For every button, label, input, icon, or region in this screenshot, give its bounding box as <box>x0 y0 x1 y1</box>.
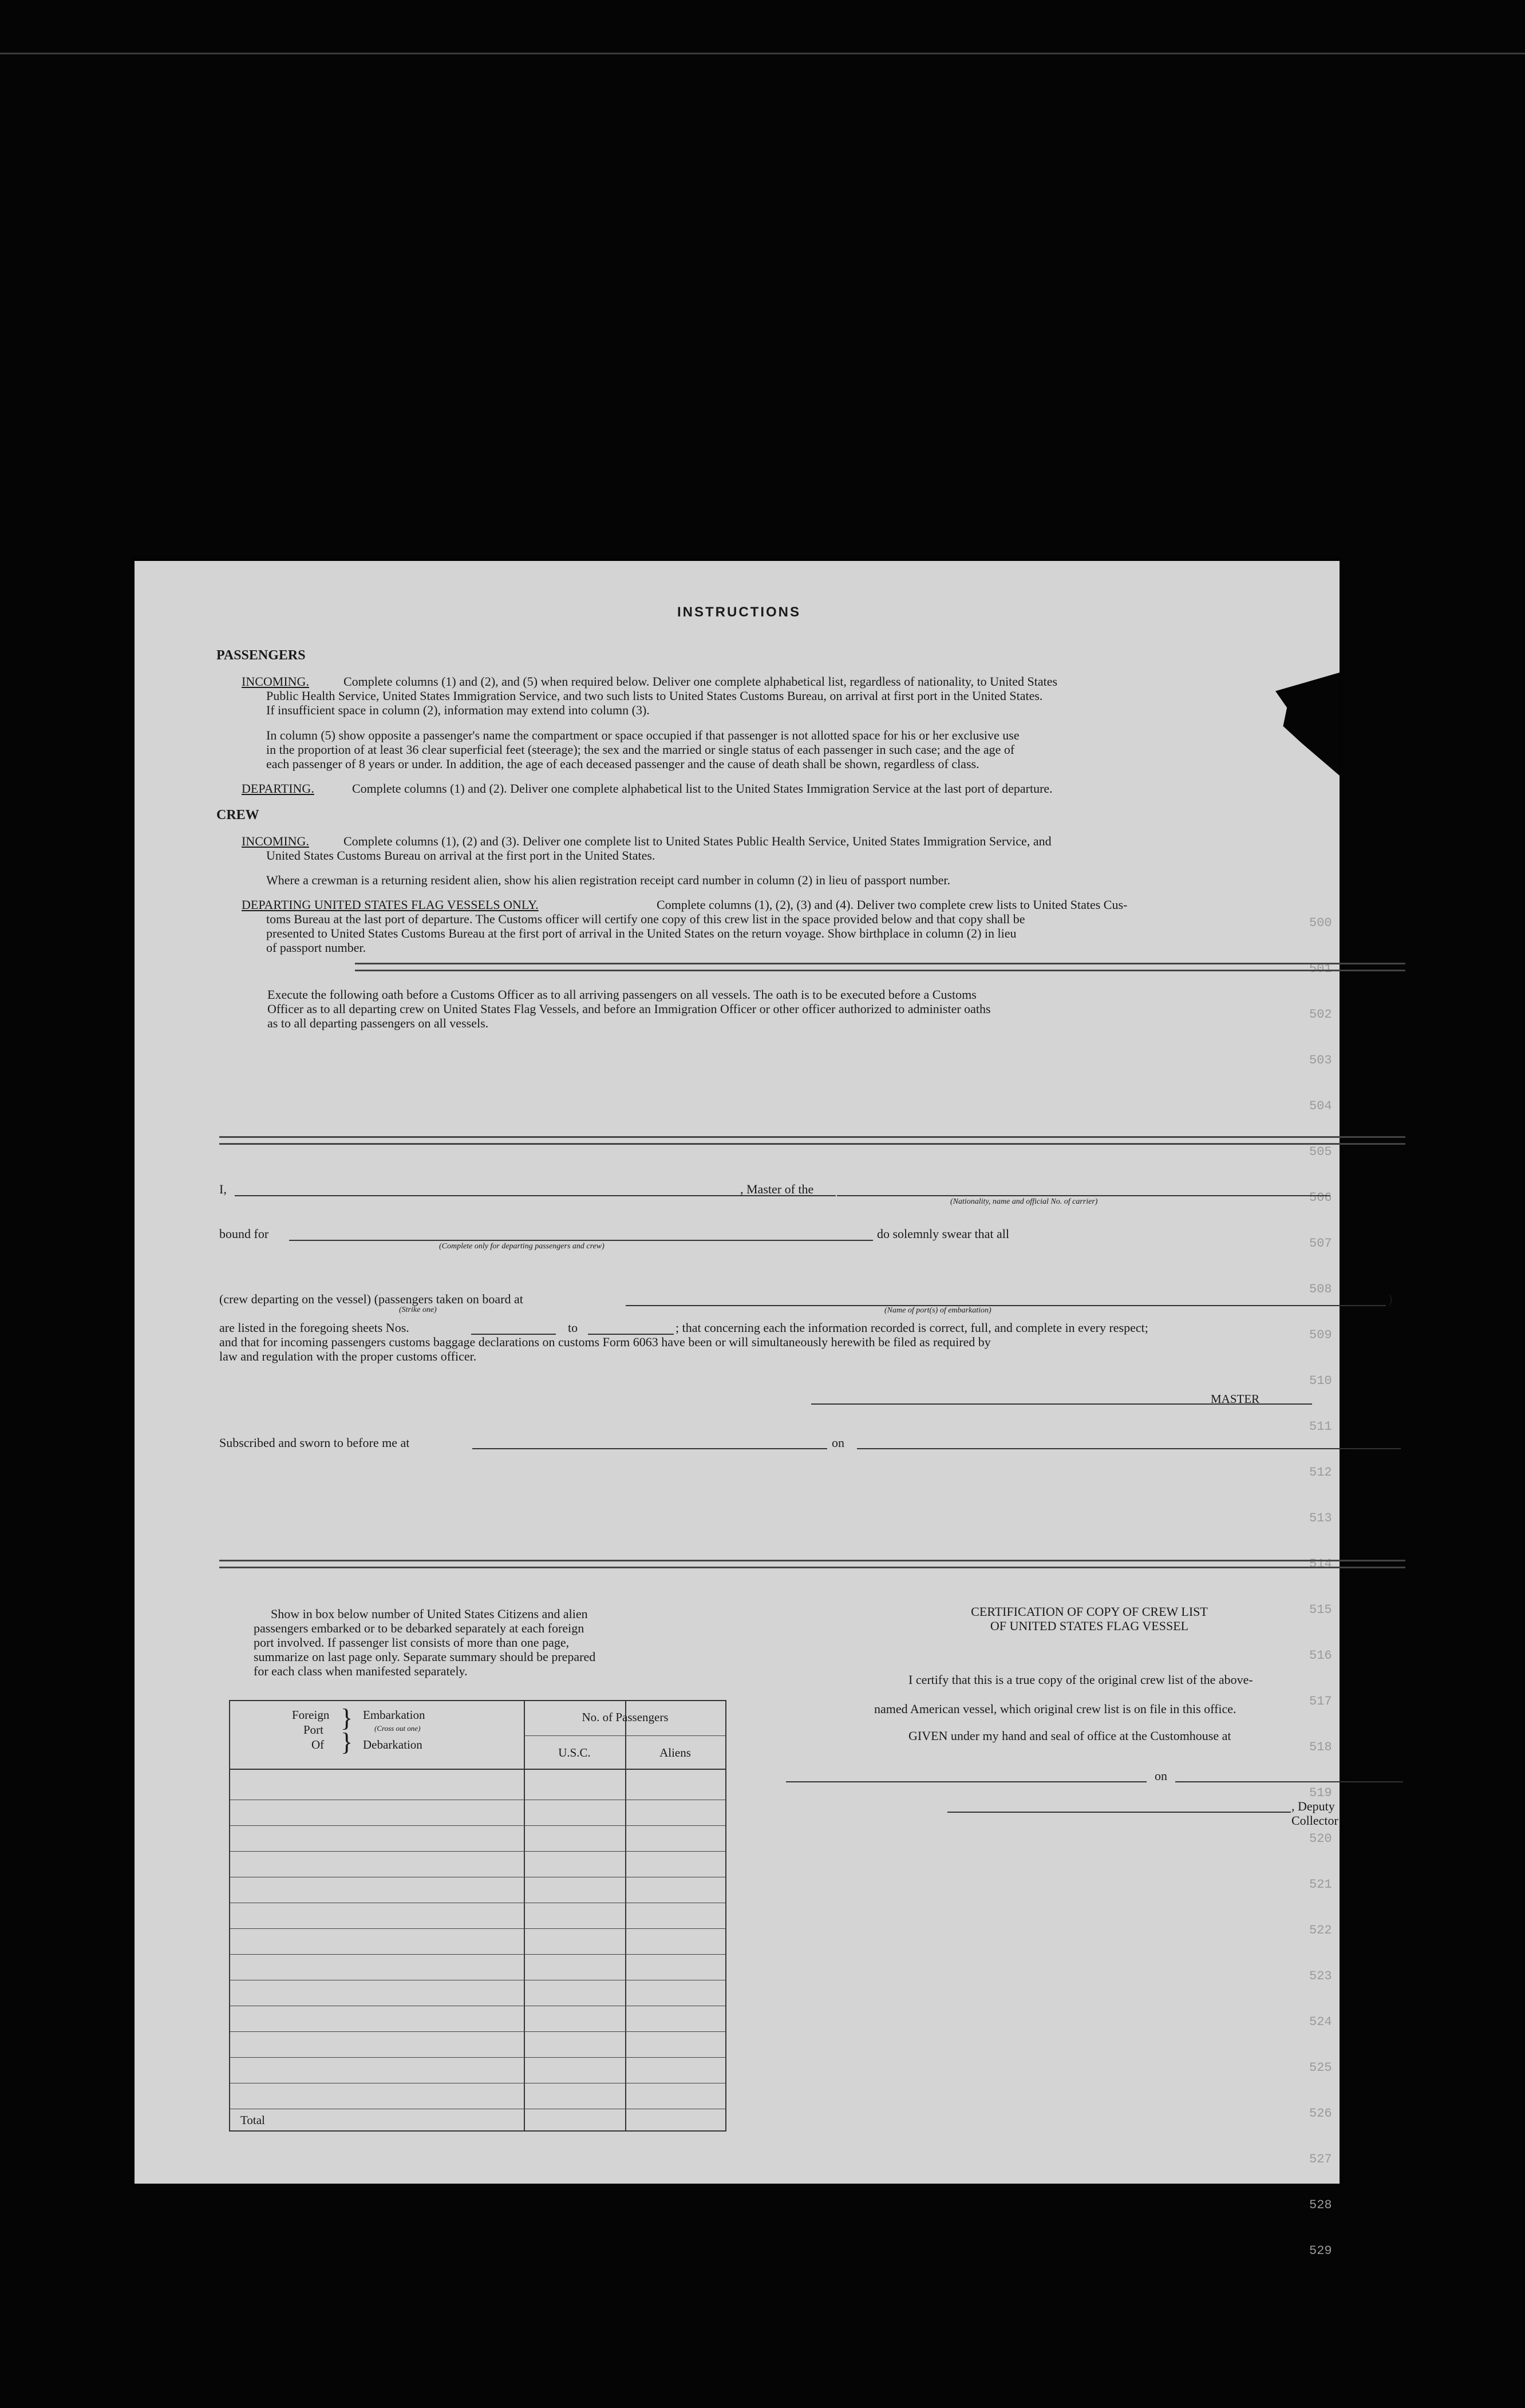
close-paren: ) <box>1388 1292 1393 1306</box>
crew-incoming-label: INCOMING. <box>242 834 309 848</box>
resident-alien-text: Where a crewman is a returning resident alien, show his alien registration receipt card number in column (2) in lieu of passport number. <box>266 873 950 887</box>
bleed-through-number: 501 <box>1309 962 1332 976</box>
bleed-through-number: 504 <box>1309 1099 1332 1113</box>
aliens-header: Aliens <box>659 1746 691 1759</box>
table-row[interactable] <box>230 1851 725 1852</box>
column5-text: In column (5) show opposite a passenger's name the compartment or space occupied if that passenger is not allotted space for his or her exclusive use <box>266 728 1020 742</box>
deputy-collector-field[interactable] <box>947 1812 1291 1813</box>
oath-instructions-text: as to all departing passengers on all vessels. <box>267 1016 489 1030</box>
crew-departing-text: Complete columns (1), (2), (3) and (4). Deliver two complete crew lists to United States Cus- <box>657 897 1128 912</box>
crew-incoming-text: United States Customs Bureau on arrival at the first port in the United States. <box>266 848 655 863</box>
bleed-through-number: 500 <box>1309 916 1332 930</box>
section-divider <box>355 963 1405 971</box>
total-label: Total <box>240 2113 265 2127</box>
ports-field[interactable] <box>626 1305 1386 1306</box>
passenger-summary-table <box>229 1700 726 2132</box>
bleed-through-number: 509 <box>1309 1328 1332 1342</box>
passengers-heading: PASSENGERS <box>216 648 306 663</box>
summary-instructions: summarize on last page only. Separate summary should be prepared <box>254 1650 596 1664</box>
customhouse-field[interactable] <box>786 1781 1147 1782</box>
summary-instructions: port involved. If passenger list consists of more than one page, <box>254 1635 570 1650</box>
crew-departing-text: of passport number. <box>266 940 366 955</box>
listed-text: law and regulation with the proper customs officer. <box>219 1349 477 1363</box>
bleed-through-number: 524 <box>1309 2015 1332 2029</box>
bleed-through-number: 511 <box>1309 1420 1332 1434</box>
film-edge-line <box>0 53 1525 54</box>
oath-instructions-text: Officer as to all departing crew on United States Flag Vessels, and before an Immigration Officer or other officer authorized to administer oaths <box>267 1002 991 1016</box>
passengers-incoming-text: Public Health Service, United States Immigration Service, and two such lists to United States Customs Bureau, on arrival at first port in the United States. <box>266 689 1043 703</box>
bleed-through-number: 526 <box>1309 2106 1332 2121</box>
bleed-through-number: 508 <box>1309 1282 1332 1296</box>
certification-text: GIVEN under my hand and seal of office at the Customhouse at <box>908 1729 1231 1743</box>
ports-caption: (Name of port(s) of embarkation) <box>884 1306 991 1315</box>
brace-icon: } <box>341 1704 353 1732</box>
bleed-through-number: 527 <box>1309 2152 1332 2166</box>
debarkation-option[interactable]: Debarkation <box>363 1738 422 1751</box>
certification-date-field[interactable] <box>1175 1781 1403 1782</box>
bound-for-caption: (Complete only for departing passengers and crew) <box>439 1242 605 1251</box>
passengers-departing-text: Complete columns (1) and (2). Deliver one complete alphabetical list to the United States Immigration Service at the last port of departure. <box>352 781 1053 796</box>
carrier-field[interactable] <box>837 1195 1330 1196</box>
section-divider <box>219 1560 1405 1568</box>
foreign-label: Foreign <box>292 1708 330 1722</box>
bleed-through-number: 521 <box>1309 1877 1332 1892</box>
listed-text: and that for incoming passengers customs baggage declarations on customs Form 6063 have been or will simultaneously herewith be filed as required by <box>219 1335 991 1349</box>
bleed-through-number: 512 <box>1309 1465 1332 1480</box>
carrier-caption: (Nationality, name and official No. of carrier) <box>950 1197 1098 1206</box>
passengers-incoming-text: Complete columns (1) and (2), and (5) when required below. Deliver one complete alphabetical list, regardless of nationality, to United States <box>343 674 1058 689</box>
column5-text: each passenger of 8 years or under. In addition, the age of each deceased passenger and the cause of death shall be shown, regardless of class. <box>266 757 979 771</box>
certification-text: named American vessel, which original crew list is on file in this office. <box>874 1702 1236 1716</box>
column5-text: in the proportion of at least 36 clear superficial feet (steerage); the sex and the married or single status of each passenger in such case; and the age of <box>266 742 1015 757</box>
bleed-through-number: 506 <box>1309 1191 1332 1205</box>
bleed-through-number: 525 <box>1309 2061 1332 2075</box>
bleed-through-number: 529 <box>1309 2244 1332 2258</box>
subscribed-on-label: on <box>832 1436 844 1450</box>
oath-i-label: I, <box>219 1182 227 1196</box>
bleed-through-number: 503 <box>1309 1053 1332 1067</box>
table-header-rule <box>230 1769 725 1770</box>
listed-text: are listed in the foregoing sheets Nos. <box>219 1320 409 1335</box>
bleed-through-number: 513 <box>1309 1511 1332 1525</box>
certification-text: I certify that this is a true copy of the original crew list of the above- <box>908 1672 1253 1687</box>
bleed-through-number: 520 <box>1309 1832 1332 1846</box>
certification-title: CERTIFICATION OF COPY OF CREW LIST <box>971 1604 1208 1619</box>
summary-instructions: passengers embarked or to be debarked separately at each foreign <box>254 1621 584 1635</box>
swear-text: do solemnly swear that all <box>877 1227 1009 1241</box>
bleed-through-number: 514 <box>1309 1557 1332 1571</box>
table-divider <box>524 1701 525 2130</box>
listed-text: ; that concerning each the information recorded is correct, full, and complete in every respect; <box>675 1320 1148 1335</box>
bleed-through-number: 518 <box>1309 1740 1332 1754</box>
section-divider <box>219 1136 1405 1145</box>
brace-icon: } <box>341 1728 353 1756</box>
passengers-incoming-label: INCOMING. <box>242 674 309 689</box>
master-of-label: , Master of the <box>740 1182 814 1196</box>
table-row[interactable] <box>230 1825 725 1826</box>
strike-one-caption: (Strike one) <box>399 1306 437 1314</box>
port-label: Port <box>303 1723 324 1737</box>
no-passengers-header: No. of Passengers <box>582 1710 669 1724</box>
deputy-collector-label: , Deputy Collector <box>1291 1799 1338 1828</box>
bleed-through-number: 517 <box>1309 1694 1332 1709</box>
bleed-through-number: 515 <box>1309 1603 1332 1617</box>
bleed-through-number: 502 <box>1309 1007 1332 1022</box>
embarkation-option[interactable]: Embarkation <box>363 1708 425 1722</box>
bleed-through-number: 522 <box>1309 1923 1332 1938</box>
crew-departing-text: toms Bureau at the last port of departure. The Customs officer will certify one copy of this crew list in the space provided below and that copy shall be <box>266 912 1025 926</box>
bleed-through-number: 505 <box>1309 1145 1332 1159</box>
cross-out-caption: (Cross out one) <box>374 1724 421 1733</box>
table-divider <box>524 1735 725 1736</box>
page-title: INSTRUCTIONS <box>677 604 801 620</box>
table-row[interactable] <box>230 2031 725 2032</box>
passengers-incoming-text: If insufficient space in column (2), information may extend into column (3). <box>266 703 650 717</box>
to-label: to <box>568 1320 578 1335</box>
table-row[interactable] <box>230 1928 725 1929</box>
certification-title: OF UNITED STATES FLAG VESSEL <box>990 1619 1189 1633</box>
crew-departing-clause: (crew departing on the vessel) (passengers taken on board at <box>219 1292 523 1306</box>
usc-header: U.S.C. <box>558 1746 591 1759</box>
oath-instructions-text: Execute the following oath before a Customs Officer as to all arriving passengers on all vessels. The oath is to be executed before a Customs <box>267 987 977 1002</box>
table-row[interactable] <box>230 1954 725 1955</box>
of-label: Of <box>311 1738 325 1751</box>
table-row[interactable] <box>230 2057 725 2058</box>
crew-departing-text: presented to United States Customs Bureau at the first port of arrival in the United States on the return voyage. Show birthplace in column (2) in lieu <box>266 926 1017 940</box>
subscribed-date-field[interactable] <box>857 1448 1401 1449</box>
crew-departing-label: DEPARTING UNITED STATES FLAG VESSELS ONLY. <box>242 897 539 912</box>
bleed-through-number: 510 <box>1309 1374 1332 1388</box>
summary-instructions: Show in box below number of United States Citizens and alien <box>271 1607 588 1621</box>
summary-instructions: for each class when manifested separately. <box>254 1664 468 1678</box>
bleed-through-number: 528 <box>1309 2198 1332 2212</box>
table-divider <box>625 1701 626 2130</box>
bound-for-label: bound for <box>219 1227 269 1241</box>
bound-for-field[interactable] <box>289 1240 873 1241</box>
bleed-through-number: 516 <box>1309 1648 1332 1663</box>
subscribed-place-field[interactable] <box>472 1448 827 1449</box>
bleed-through-number: 507 <box>1309 1236 1332 1251</box>
crew-incoming-text: Complete columns (1), (2) and (3). Deliver one complete list to United States Public Health Service, United States Immigration Service, and <box>343 834 1052 848</box>
crew-heading: CREW <box>216 808 259 823</box>
master-label: MASTER <box>1211 1392 1260 1406</box>
subscribed-label: Subscribed and sworn to before me at <box>219 1436 410 1450</box>
passengers-departing-label: DEPARTING. <box>242 781 314 796</box>
certification-on-label: on <box>1155 1769 1167 1783</box>
bleed-through-number: 519 <box>1309 1786 1332 1800</box>
bleed-through-number: 523 <box>1309 1969 1332 1983</box>
